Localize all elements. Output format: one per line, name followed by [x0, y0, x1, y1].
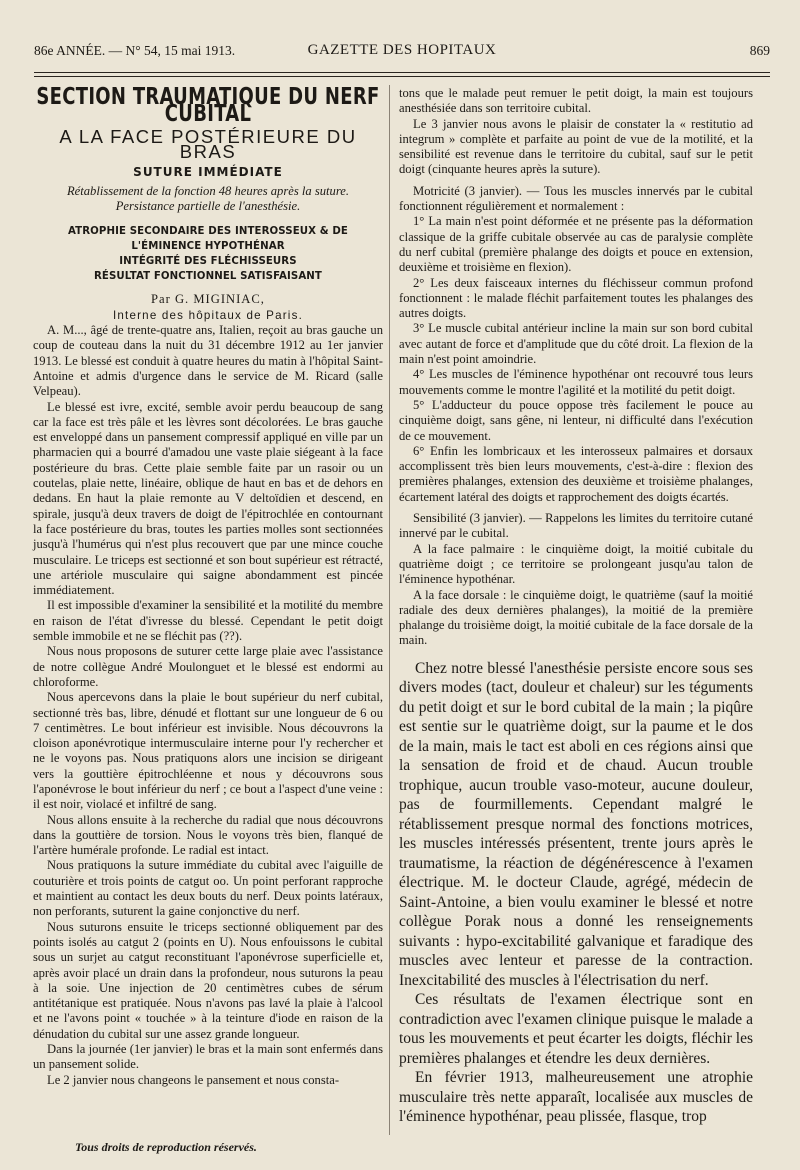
paragraph: Nous pratiquons la suture immédiate du cubital avec l'aiguille de couturière et trois points de catgut oo. Un point perforant rapproche et maintient au contact les deux bouts du nerf. Deux points latéraux, non perforants, suturent la gaine conjonctive du nerf.	[33, 858, 383, 919]
header-rule-thin	[34, 76, 770, 77]
paragraph: 4° Les muscles de l'éminence hypothénar ont recouvré tous leurs mouvements comme le montre l'agilité et la motilité du petit doigt.	[399, 367, 753, 397]
author-affiliation: Interne des hôpitaux de Paris.	[112, 308, 304, 322]
issue-info: 86e ANNÉE. — N° 54, 15 mai 1913.	[34, 43, 236, 58]
journal-title: GAZETTE DES HOPITAUX	[307, 42, 497, 58]
column-separator	[389, 85, 390, 1135]
large-type-section	[399, 659, 753, 1127]
article-note-2: Persistance partielle de l'anesthésie.	[115, 199, 301, 214]
article-subtitle: A LA FACE POSTÉRIEURE DU BRAS	[59, 125, 357, 162]
paragraph: tons que le malade peut remuer le petit doigt, la main est toujours anesthésiée dans son territoire cubital.	[399, 86, 753, 116]
summary-line-2: INTÉGRITÉ DES FLÉCHISSEURS	[119, 256, 297, 268]
paragraph: Nous suturons ensuite le triceps sectionné obliquement par des points isolés au catgut 2 (points en U). Nous enfouissons le cubital sous un surjet au catgut reconstituant l'aponévrose superficielle et, après avoir placé un drain dans la profondeur, nous suturons la peau à la soie. Une injection de 20 centimètres cubes de sérum antitétanique est pratiquée. Nous n'avons pas lavé la plaie à l'alcool et ne l'avons point « touchée » à la teinture d'iode en raison de la dénudation du cubital sur une assez grande longueur.	[33, 919, 383, 1041]
paragraph: 6° Enfin les lombricaux et les interosseux palmaires et dorsaux accomplissent très bien leurs mouvements, c'est-à-dire : flexion des premières phalanges, extension des deuxième et troisième phalanges, écartement latéral des doigts et rapprochement des doigts écartés.	[399, 443, 753, 504]
paragraph: Nous apercevons dans la plaie le bout supérieur du nerf cubital, sectionné très bas, libre, dénudé et flottant sur une longueur de 6 ou 7 centimètres. Le bout inférieur est invisible. Nous découvrons la cloison aponévrotique intermusculaire interne pour l'y rechercher et ne le voyons pas. Nous pratiquons alors une incision se dirigeant vers la gouttière épitrochléenne et nous y découvrons sous l'aponévrose le bout inférieur du nerf ; ce bout a l'aspect d'une veine : il est noir, violacé et infiltré de sang.	[33, 690, 383, 812]
article-suture-heading: SUTURE IMMÉDIATE	[133, 165, 283, 180]
article-note-1: Rétablissement de la fonction 48 heures après la suture.	[66, 184, 350, 199]
summary-line-1: ATROPHIE SECONDAIRE DES INTEROSSEUX & DE L'ÉMINENCE HYPOTHÉNAR	[67, 226, 348, 253]
left-column	[33, 81, 383, 1088]
copyright-footer: Tous droits de reproduction réservés.	[75, 1140, 257, 1154]
paragraph: Le 2 janvier nous changeons le pansement et nous consta-	[47, 1072, 340, 1087]
paragraph-large: Chez notre blessé l'anesthésie persiste encore sous ses divers modes (tact, douleur et chaleur) sur les téguments du petit doigt et sur le bord cubital de la main ; la piqûre est sentie sur le quatrième doigt, sur la paume et le dos de la main, mais le tact est aboli en ces régions ainsi que la sensation de froid et de chaud. Aucun trouble trophique, aucun trouble vaso-moteur, aucune douleur, pas de fourmillements. Cependant malgré le rétablissement presque normal des fonctions motrices, les muscles intéressés présentent, trente jours après le traumatisme, la réaction de dégénérescence à l'examen électrique. M. le docteur Claude, agrégé, médecin de Saint-Antoine, a bien voulu examiner le blessé et notre collègue Porak nous a donné les renseignements suivants : hypo-excitabilité galvanique et faradique des muscles avec lenteur et paresse de la contraction. Inexcitabilité des muscles à l'électrisation du nerf.	[399, 659, 753, 989]
paragraph: 3° Le muscle cubital antérieur incline la main sur son bord cubital avec autant de force et d'amplitude que du côté droit. La flexion de la main n'est point amoindrie.	[399, 321, 753, 367]
paragraph: A. M..., âgé de trente-quatre ans, Italien, reçoit au bras gauche un coup de couteau dans la nuit du 31 décembre 1912 au 1er janvier 1913. Le blessé est conduit à quatre heures du matin à l'hôpital Saint-Antoine et admis d'urgence dans le service de M. Ricard (salle Velpeau).	[33, 323, 383, 399]
article-title: SECTION TRAUMATIQUE DU NERF CUBITAL	[36, 81, 380, 128]
header-rule	[34, 72, 770, 73]
paragraph: Nous allons ensuite à la recherche du radial que nous découvrons dans la gouttière de torsion. Nous le voyons très bien, flanqué de l'artère humérale profonde. Le radial est intact.	[33, 812, 383, 858]
article-author: Par G. MIGINIAC,	[151, 292, 265, 307]
paragraph: 5° L'adducteur du pouce oppose très facilement le pouce au cinquième doigt, sans gêne, ni lenteur, ni difficulté dans l'exécution de ce mouvement.	[399, 397, 753, 443]
page-header	[34, 40, 770, 62]
summary-line-3: RÉSULTAT FONCTIONNEL SATISFAISANT	[93, 271, 322, 283]
paragraph: Sensibilité (3 janvier). — Rappelons les limites du territoire cutané innervé par le cubital.	[399, 511, 753, 541]
right-column	[399, 86, 753, 1127]
paragraph: 2° Les deux faisceaux internes du fléchisseur commun profond fonctionnent : le malade fléchit parfaitement toutes les phalanges des autres doigts.	[399, 275, 753, 321]
paragraph: A la face dorsale : le cinquième doigt, le quatrième (sauf la moitié radiale des deux dernières phalanges), la moitié de la première phalange du troisième doigt, la moitié cubitale de la face dorsale de la main.	[399, 587, 753, 648]
page-number: 869	[749, 43, 770, 58]
paragraph: Nous nous proposons de suturer cette large plaie avec l'assistance de notre collègue André Moulonguet et le blessé est endormi au chloroforme.	[33, 644, 383, 689]
paragraph: Motricité (3 janvier). — Tous les muscles innervés par le cubital fonctionnent régulièrement et normalement :	[399, 183, 753, 214]
article-summary	[33, 224, 383, 284]
paragraph: A la face palmaire : le cinquième doigt, la moitié cubitale du quatrième doigt ; ce territoire se prolongeant jusqu'au talon de l'éminence hypothénar.	[399, 541, 753, 587]
paragraph-large: Ces résultats de l'examen électrique sont en contradiction avec l'examen clinique puisque le malade a tous les mouvements et peut écarter les doigts, fléchir les premières phalanges et étendre les deux dernières.	[399, 991, 753, 1067]
paragraph: Dans la journée (1er janvier) le bras et la main sont enfermés dans un pansement solide.	[33, 1042, 383, 1072]
paragraph: Le 3 janvier nous avons le plaisir de constater la « restitutio ad integrum » complète et parfaite au point de vue de la motilité, et la sensibilité est revenue dans le territoire du cubital, sauf sur le petit doigt (cinquante heures après la suture).	[399, 116, 753, 177]
paragraph: Le blessé est ivre, excité, semble avoir perdu beaucoup de sang car la face est très pâle et les lèvres sont décolorées. Le bras gauche est enveloppé dans un pansement compressif appliqué en ville par un pharmacien qui a bourré d'amadou une vaste plaie siégeant à la face postérieure du bras. Cette plaie semble faite par un rasoir ou un coutelas, plaie nette, linéaire, oblique de haut en bas et de dehors en dedans. En haut la plaie remonte au V deltoïdien et descend, en spirale, jusqu'à deux travers de doigt de l'épitrochlée en contournant la face postérieure du bras, toutes les parties molles sont sectionnées jusqu'à l'humérus qui n'est plus recouvert que par une mince couche musculaire. Le triceps est sectionné et son bout supérieur est rétracté, une artériole musculaire qui saigne abondamment est pincée immédiatement.	[33, 399, 383, 598]
paragraph-large: En février 1913, malheureusement une atrophie musculaire très nette apparaît, localisée aux muscles de l'éminence hypothénar, peau plissée, flasque, trop	[399, 1069, 753, 1126]
paragraph: Il est impossible d'examiner la sensibilité et la motilité du membre en raison de l'état d'ivresse du blessé. Cependant le petit doigt semble immobile et ne se fléchit pas (??).	[33, 598, 383, 644]
paragraph: 1° La main n'est point déformée et ne présente pas la déformation classique de la griffe cubitale observée au cas de paralysie complète du nerf cubital (première phalange des doigts et pouce en extension, deuxième et troisième en flexion).	[399, 214, 753, 275]
